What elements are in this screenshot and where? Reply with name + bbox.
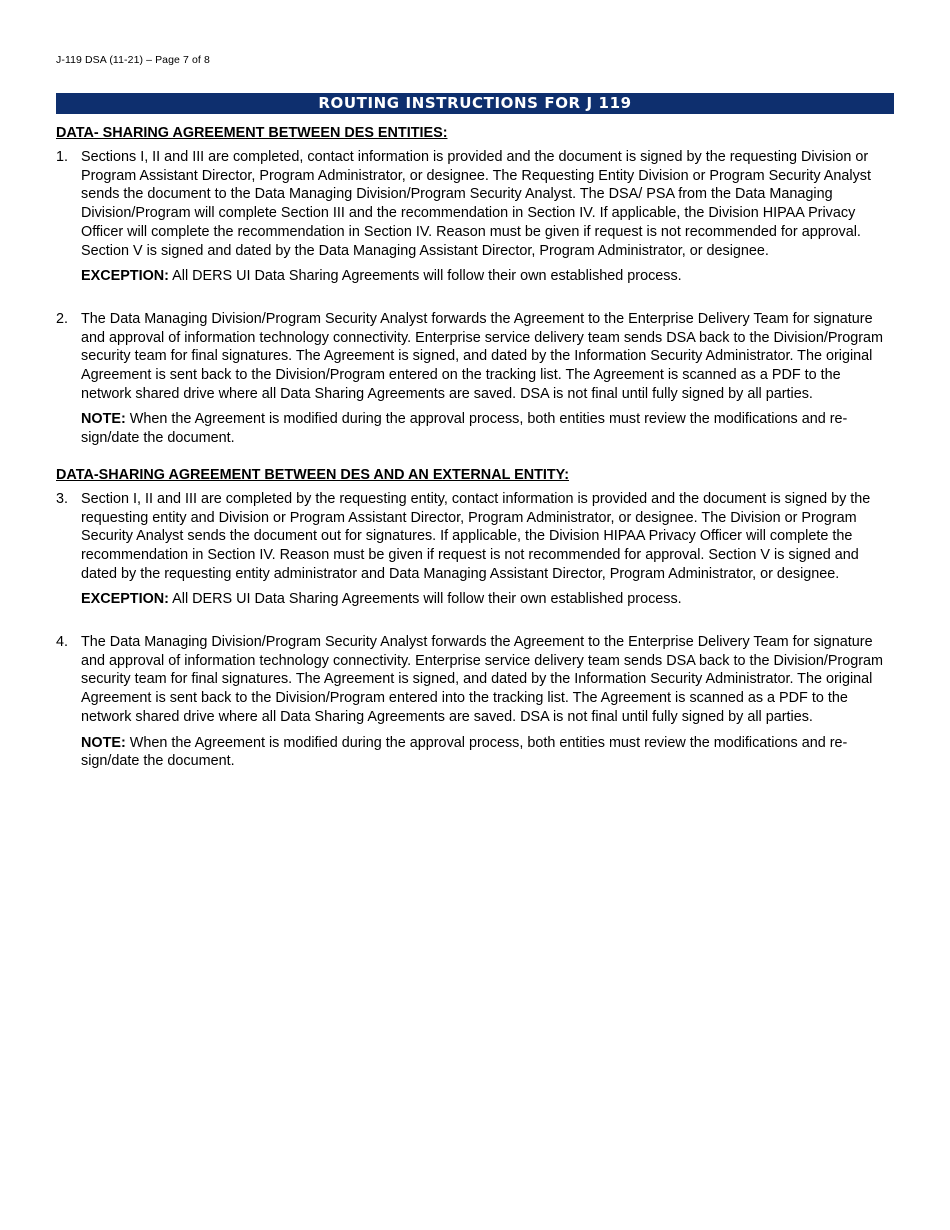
page-number-label: J-119 DSA (11-21) – Page 7 of 8 (56, 54, 210, 66)
list-item-number: 3. (56, 490, 69, 507)
list-item-text: Section I, II and III are completed by the requesting entity, contact information is provided and the document is signed by the requesting entity and Division or Program Assistant Director, Program Administrator, or designee. The Division or Program Security Analyst sends the document out for signatures. If applicable, the Division HIPAA Privacy Officer will complete the recommendation in Section IV. Reason must be given if request is not recommended for approval. Section V is signed and dated by the requesting entity administrator and Data Managing Assistant Director, Program Administrator, or designee. (81, 490, 871, 582)
note-text: All DERS UI Data Sharing Agreements will follow their own established process. (172, 268, 682, 285)
modification-note (81, 734, 894, 771)
list-item (56, 490, 894, 609)
routing-instructions-banner (56, 93, 894, 114)
section-external-entity (56, 466, 894, 771)
instructions-body (56, 124, 894, 771)
note-text: All DERS UI Data Sharing Agreements will follow their own established process. (172, 591, 682, 608)
note-label: EXCEPTION: (81, 591, 169, 608)
note-label: NOTE: (81, 734, 126, 751)
banner-title: ROUTING INSTRUCTIONS FOR J 119 (318, 94, 632, 112)
list-item-number: 2. (56, 310, 69, 327)
section-heading: DATA-SHARING AGREEMENT BETWEEN DES AND AN EXTERNAL ENTITY: (56, 466, 570, 483)
list-item (56, 633, 894, 771)
list-item-text: Sections I, II and III are completed, contact information is provided and the document is signed by the requesting Division or Program Assistant Director, Program Administrator, or designee. The Requesting Entity Division or Program Security Analyst sends the document to the Data Managing Division/Program Security Analyst. The DSA/ PSA from the Data Managing Division/Program will complete Section III and the recommendation in Section IV. If applicable, the Division HIPAA Privacy Officer will complete the recommendation in Section IV. Reason must be given if request is not recommended for approval. Section V is signed and dated by the Data Managing Assistant Director, Program Administrator, or designee. (81, 149, 871, 259)
note-text: When the Agreement is modified during the approval process, both entities must review the modifications and re-sign/date the document. (81, 411, 848, 447)
exception-note (81, 590, 894, 609)
section-heading: DATA- SHARING AGREEMENT BETWEEN DES ENTITIES: (56, 125, 448, 141)
modification-note (81, 410, 894, 447)
note-label: NOTE: (81, 411, 126, 428)
list-item-text: The Data Managing Division/Program Security Analyst forwards the Agreement to the Enterprise Delivery Team for signature and approval of information technology connectivity. Enterprise service delivery team sends DSA back to the Division/Program security team for final signatures. The Agreement is signed, and dated by the Information Security Administrator. The original Agreement is sent back to the Division/Program entered into the tracking list. The Agreement is scanned as a PDF to the network shared drive where all Data Sharing Agreements are saved. DSA is not final until fully signed by all parties. (81, 634, 884, 725)
note-text: When the Agreement is modified during the approval process, both entities must review the modifications and re-sign/date the document. (81, 734, 848, 770)
list-item (56, 310, 894, 448)
list-item (56, 148, 894, 286)
list-item-number: 1. (56, 149, 69, 165)
list-item-text: The Data Managing Division/Program Security Analyst forwards the Agreement to the Enterprise Delivery Team for signature and approval of information technology connectivity. Enterprise service delivery team sends DSA back to the Division/Program security team for final signatures. The Agreement is signed, and dated by the Information Security Administrator. The original Agreement is sent back to the Division/Program entered on the tracking list. The Agreement is scanned as a PDF to the network shared drive where all Data Sharing Agreements are saved. DSA is not final until fully signed by all parties. (81, 310, 884, 402)
list-item-number: 4. (56, 634, 69, 651)
note-label: EXCEPTION: (81, 268, 169, 285)
section-des-entities (56, 124, 894, 466)
exception-note (81, 267, 894, 286)
